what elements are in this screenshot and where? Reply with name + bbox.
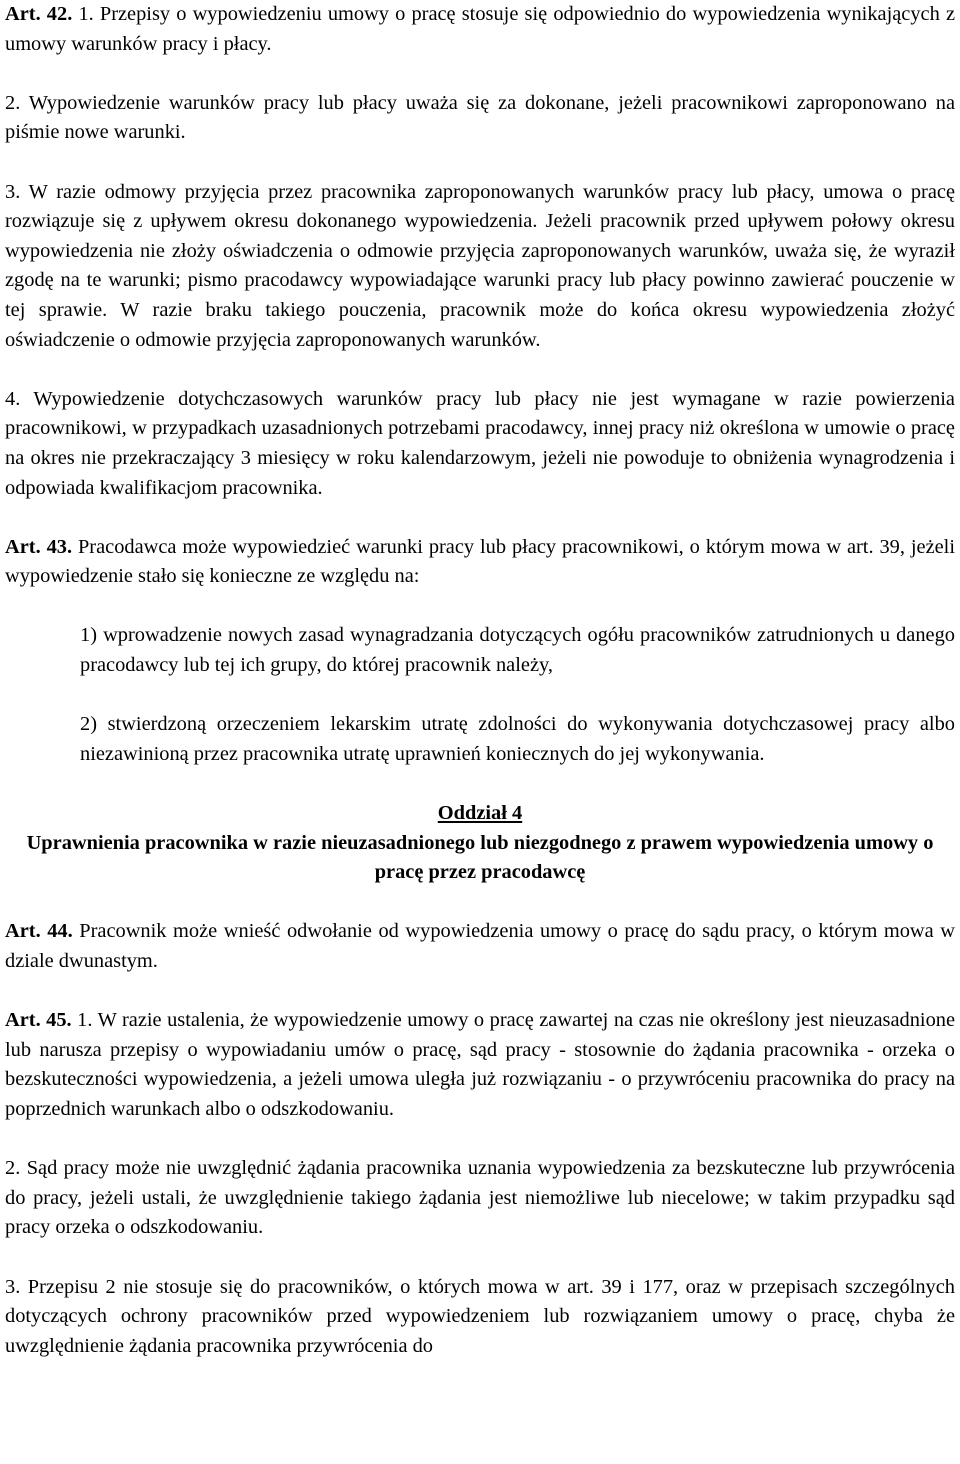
section-heading: Oddział 4 xyxy=(437,802,523,825)
art45-label: Art. 45. xyxy=(5,1009,72,1032)
art45-paragraph-3: 3. Przepisu 2 nie stosuje się do pracowników, o których mowa w art. 39 i 177, oraz w przepisach szczególnych dotyczących ochrony pracowników przed wypowiedzeniem lub rozwiązaniem umowy o pracę, chyba że uwzględnienie żądania pracownika przywrócenia do xyxy=(5,1275,955,1357)
art42-paragraph-2: 2. Wypowiedzenie warunków pracy lub płacy uważa się za dokonane, jeżeli pracownikowi zaproponowano na piśmie nowe warunki. xyxy=(5,91,955,144)
art42-paragraph-4: 4. Wypowiedzenie dotychczasowych warunków pracy lub płacy nie jest wymagane w razie powierzenia pracownikowi, w przypadkach uzasadnionych potrzebami pracodawcy, innej pracy niż określona w umowie o pracę na okres nie przekraczający 3 miesięcy w roku kalendarzowym, jeżeli nie powoduje to obniżenia wynagrodzenia i odpowiada kwalifikacjom pracownika. xyxy=(5,387,955,499)
art43-item-1: 1) wprowadzenie nowych zasad wynagradzania dotyczących ogółu pracowników zatrudnionych u danego pracodawcy lub tej ich grupy, do której pracownik należy, xyxy=(80,624,955,677)
art44-label: Art. 44. xyxy=(5,920,73,943)
art43-label: Art. 43. xyxy=(5,535,73,558)
art43-item-2: 2) stwierdzoną orzeczeniem lekarskim utratę zdolności do wykonywania dotychczasowej pracy albo niezawinioną przez pracownika utratę uprawnień koniecznych do jej wykonywania. xyxy=(80,713,955,765)
art43-paragraph: Art. 43. Pracodawca może wypowiedzieć warunki pracy lub płacy pracownikowi, o którym mowa w art. 39, jeżeli wypowiedzenie stało się konieczne ze względu na: xyxy=(5,535,955,588)
art44-paragraph: Art. 44. Pracownik może wnieść odwołanie od wypowiedzenia umowy o pracę do sądu pracy, o którym mowa w dziale dwunastym. xyxy=(5,920,955,972)
art42-paragraph-1: Art. 42. 1. Przepisy o wypowiedzeniu umowy o pracę stosuje się odpowiednio do wypowiedzenia wynikających z umowy warunków pracy i płacy. xyxy=(5,3,955,55)
art45-paragraph-1: Art. 45. 1. W razie ustalenia, że wypowiedzenie umowy o pracę zawartej na czas nie określony jest nieuzasadnione lub narusza przepisy o wypowiadaniu umów o pracę, sąd pracy - stosownie do żądania pracownika - orzeka o bezskuteczności wypowiedzenia, a jeżeli umowa uległa już rozwiązaniu - o przywróceniu pracownika do pracy na poprzednich warunkach albo o odszkodowaniu. xyxy=(5,1009,956,1120)
art42-paragraph-3: 3. W razie odmowy przyjęcia przez pracownika zaproponowanych warunków pracy lub płacy, umowa o pracę rozwiązuje się z upływem okresu dokonanego wypowiedzenia. Jeżeli pracownik przed upływem połowy okresu wypowiedzenia nie złoży oświadczenia o odmowie przyjęcia zaproponowanych warunków, uważa się, że wyraził zgodę na te warunki; pismo pracodawcy wypowiadające warunki pracy lub płacy powinno zawierać pouczenie w tej sprawie. W razie braku takiego pouczenia, pracownik może do końca okresu wypowiedzenia złożyć oświadczenie o odmowie przyjęcia zaproponowanych warunków. xyxy=(5,180,955,351)
art45-paragraph-2: 2. Sąd pracy może nie uwzględnić żądania pracownika uznania wypowiedzenia za bezskuteczne lub przywrócenia do pracy, jeżeli ustali, że uwzględnienie takiego żądania jest niemożliwe lub niecelowe; w takim przypadku sąd pracy orzeka o odszkodowaniu. xyxy=(5,1157,955,1239)
art42-label: Art. 42. xyxy=(5,3,73,25)
section-title: Uprawnienia pracownika w razie nieuzasadnionego lub niezgodnego z prawem wypowiedzenia umowy o pracę przez pracodawcę xyxy=(26,831,934,884)
document-page xyxy=(5,0,955,1361)
